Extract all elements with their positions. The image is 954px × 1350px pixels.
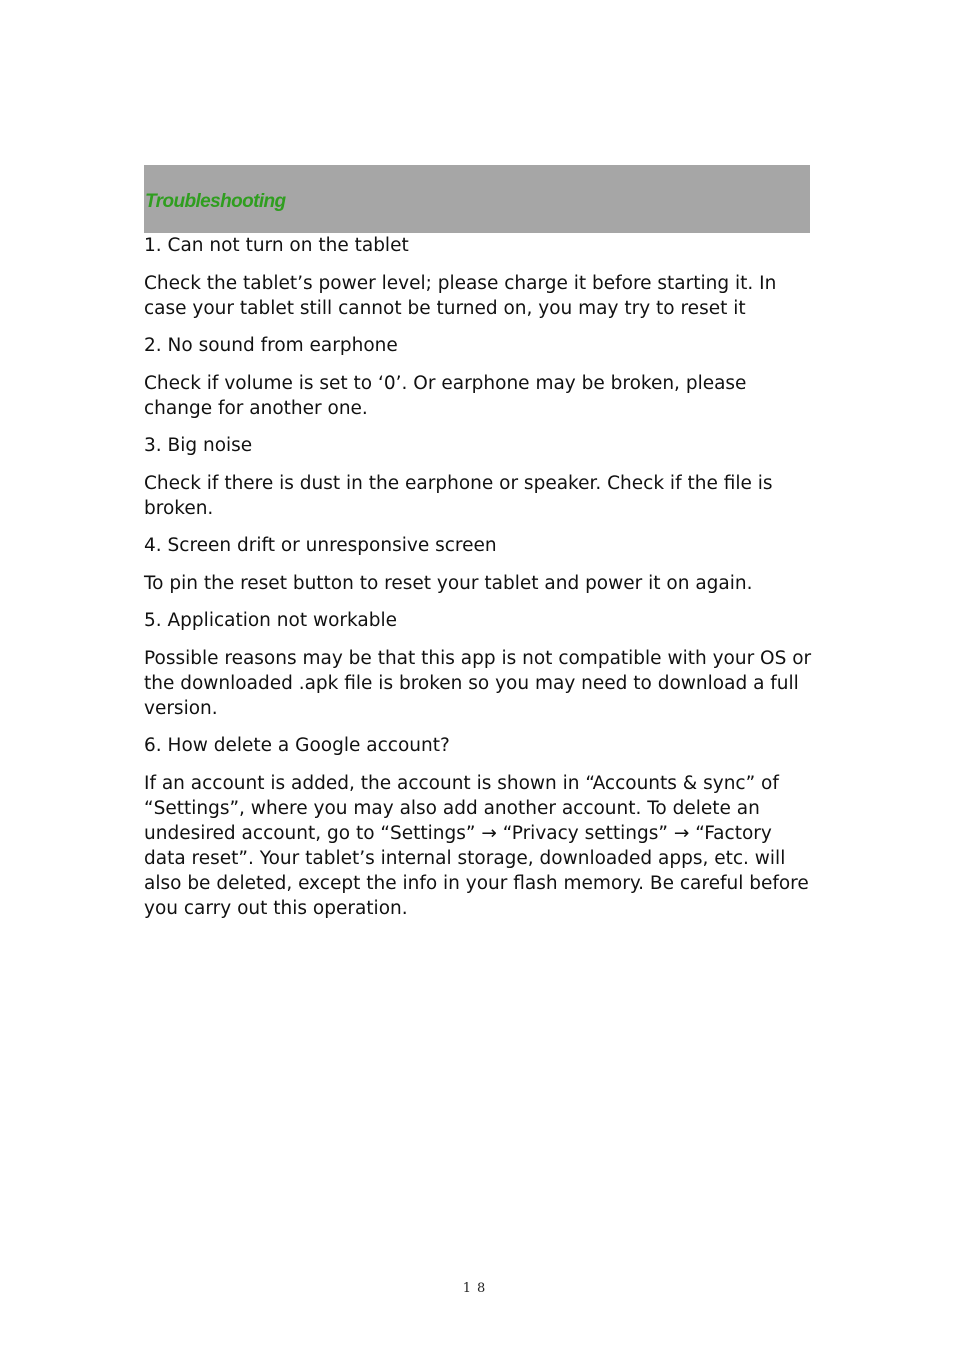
page-number: 18 bbox=[462, 1281, 492, 1296]
answer-3: Check if there is dust in the earphone or speaker. Check if the file is broken. bbox=[144, 473, 773, 519]
question-2: 2. No sound from earphone bbox=[144, 335, 398, 356]
list-item bbox=[144, 333, 814, 421]
answer-5: Possible reasons may be that this app is not compatible with your OS or the downloaded .apk file is broken so you may need to download a full version. bbox=[144, 648, 812, 719]
answer-2: Check if volume is set to ‘0’. Or earphone may be broken, please change for another one. bbox=[144, 373, 747, 419]
list-item bbox=[144, 533, 814, 596]
question-5: 5. Application not workable bbox=[144, 610, 398, 631]
answer-6: If an account is added, the account is shown in “Accounts & sync” of “Settings”, where you may also add another account. To delete an undesired account, go to “Settings” → “Privacy settings” → “Factory data reset”. Your tablet’s internal storage, downloaded apps, etc. will also be deleted, except the info in your flash memory. Be careful before you carry out this operation. bbox=[144, 773, 809, 919]
list-item bbox=[144, 433, 814, 521]
question-6: 6. How delete a Google account? bbox=[144, 735, 450, 756]
section-title: Troubleshooting bbox=[145, 191, 286, 212]
troubleshooting-list bbox=[144, 233, 814, 933]
list-item bbox=[144, 233, 814, 321]
list-item bbox=[144, 733, 814, 921]
answer-1: Check the tablet’s power level; please charge it before starting it. In case your tablet still cannot be turned on, you may try to reset it bbox=[144, 273, 777, 319]
section-header-bar bbox=[144, 165, 810, 233]
question-3: 3. Big noise bbox=[144, 435, 253, 456]
question-4: 4. Screen drift or unresponsive screen bbox=[144, 535, 497, 556]
list-item bbox=[144, 608, 814, 721]
question-1: 1. Can not turn on the tablet bbox=[144, 235, 409, 256]
answer-4: To pin the reset button to reset your tablet and power it on again. bbox=[144, 573, 753, 594]
